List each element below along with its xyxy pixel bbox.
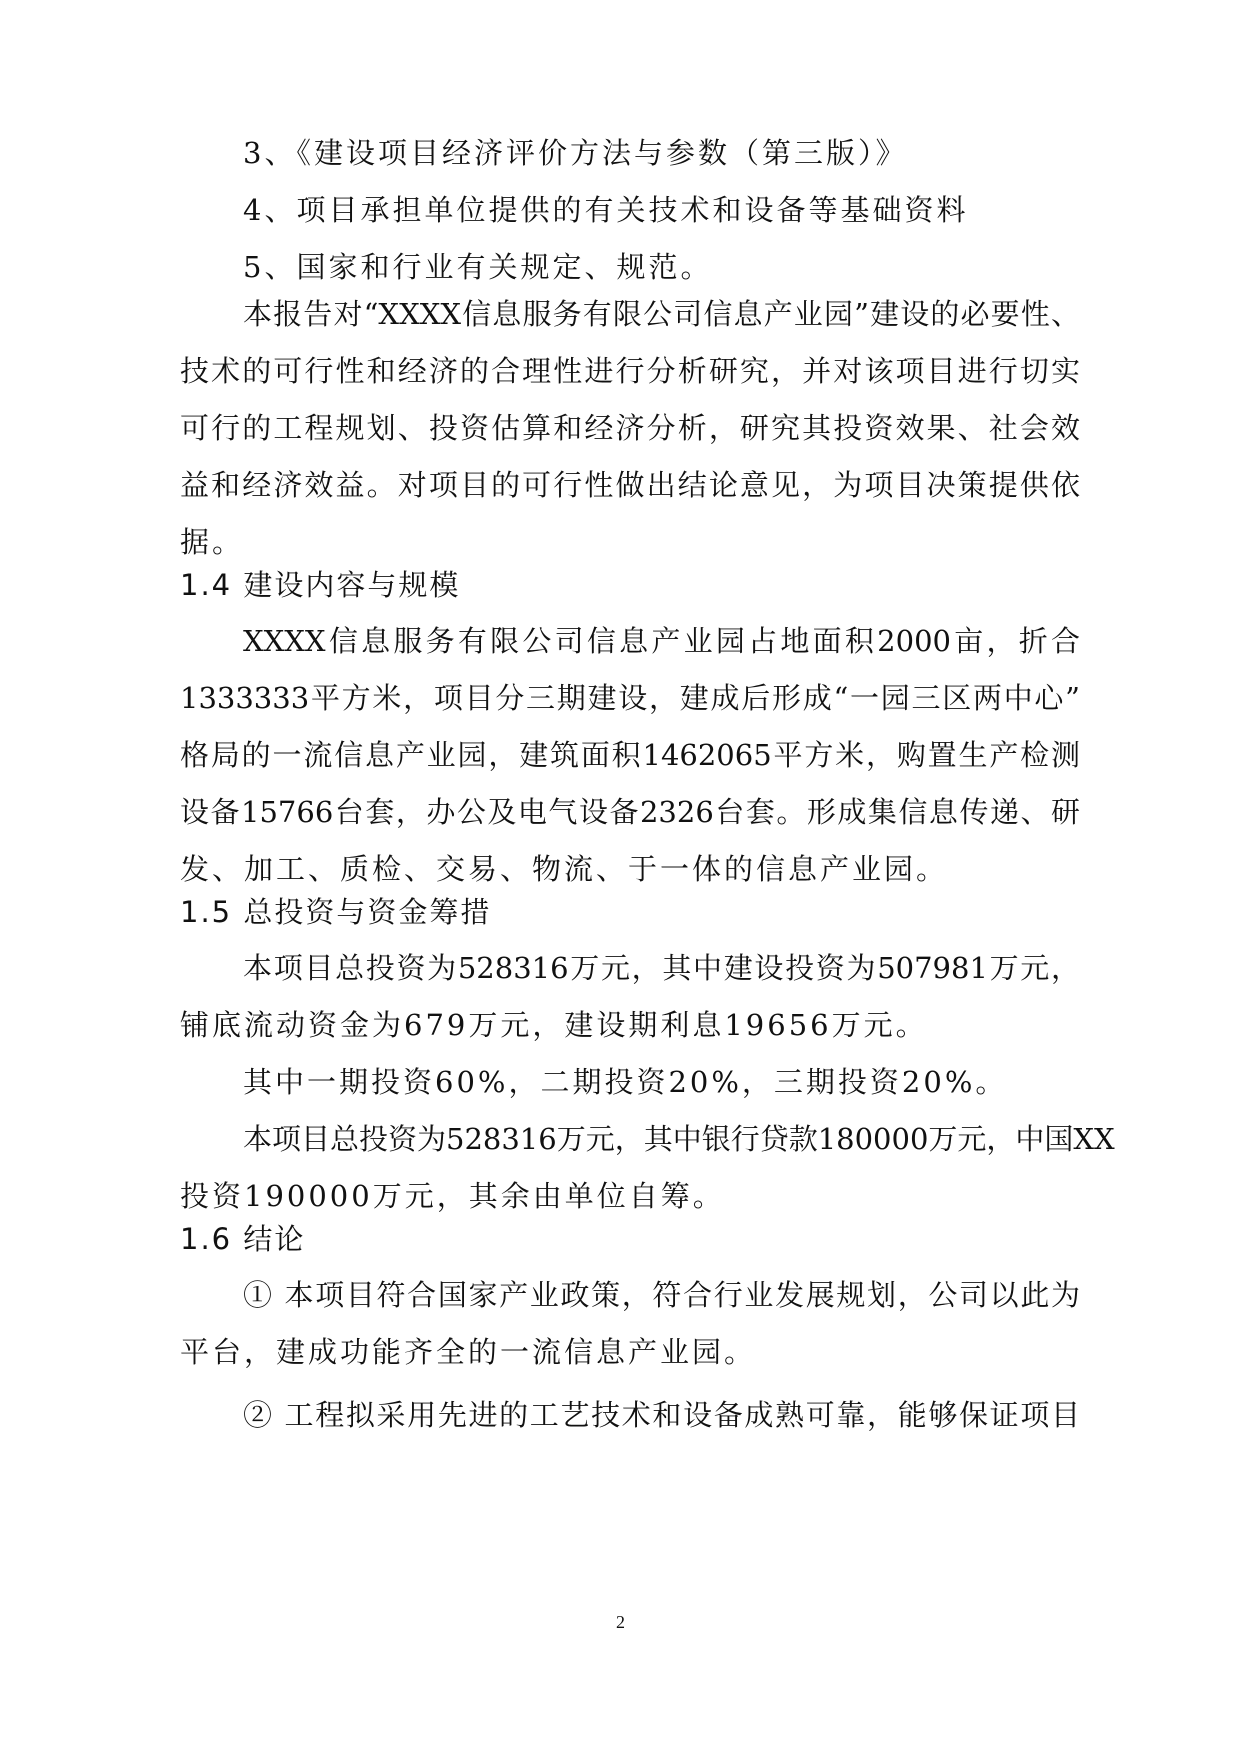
conclusion-item-2-line: ② 工程拟采用先进的工艺技术和设备成熟可靠，能够保证项目 xyxy=(243,1398,1080,1432)
paragraph-line: XXXX信息服务有限公司信息产业园占地面积2000亩，折合 xyxy=(243,624,1080,658)
paragraph-line: 铺底流动资金为679万元，建设期利息19656万元。 xyxy=(180,1008,928,1042)
paragraph-line: 可行的工程规划、投资估算和经济分析，研究其投资效果、社会效 xyxy=(180,411,1080,445)
section-heading-1-4: 1.4 建设内容与规模 xyxy=(180,568,461,602)
conclusion-item-1-line: ① 本项目符合国家产业政策，符合行业发展规划，公司以此为 xyxy=(243,1278,1080,1312)
paragraph-line: 据。 xyxy=(180,525,245,559)
paragraph-line: 1333333平方米，项目分三期建设，建成后形成“一园三区两中心” xyxy=(180,681,1080,715)
reference-item-3: 3、《建设项目经济评价方法与参数（第三版）》 xyxy=(243,136,908,170)
section-heading-1-6: 1.6 结论 xyxy=(180,1222,306,1256)
paragraph-line: 格局的一流信息产业园，建筑面积1462065平方米，购置生产检测 xyxy=(180,738,1080,772)
section-heading-1-5: 1.5 总投资与资金筹措 xyxy=(180,895,492,929)
conclusion-item-1-line: 平台，建成功能齐全的一流信息产业园。 xyxy=(180,1335,757,1369)
paragraph-line: 本项目总投资为528316万元，其中银行贷款180000万元，中国XX xyxy=(243,1122,1115,1156)
paragraph-line: 设备15766台套，办公及电气设备2326台套。形成集信息传递、研 xyxy=(180,795,1080,829)
page-number: 2 xyxy=(616,1612,625,1632)
paragraph-line: 其中一期投资60%，二期投资20%，三期投资20%。 xyxy=(243,1065,1008,1099)
paragraph-line: 益和经济效益。对项目的可行性做出结论意见，为项目决策提供依 xyxy=(180,468,1080,502)
reference-item-5: 5、国家和行业有关规定、规范。 xyxy=(243,250,713,284)
reference-item-4: 4、项目承担单位提供的有关技术和设备等基础资料 xyxy=(243,193,969,227)
paragraph-line: 本报告对“XXXX信息服务有限公司信息产业园”建设的必要性、 xyxy=(243,297,1080,331)
paragraph-line: 本项目总投资为528316万元，其中建设投资为507981万元， xyxy=(243,951,1080,985)
paragraph-line: 技术的可行性和经济的合理性进行分析研究，并对该项目进行切实 xyxy=(180,354,1080,388)
paragraph-line: 投资190000万元，其余由单位自筹。 xyxy=(180,1179,725,1213)
paragraph-line: 发、加工、质检、交易、物流、于一体的信息产业园。 xyxy=(180,852,949,886)
